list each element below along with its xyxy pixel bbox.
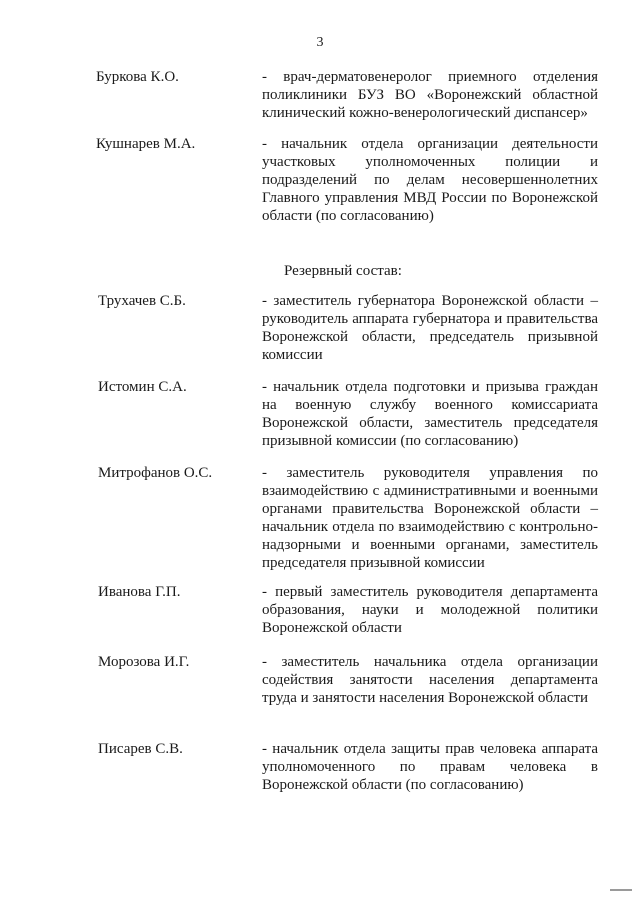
member-position: - первый заместитель руководителя департамента образования, науки и молодежной политики Воронежской области	[262, 584, 598, 636]
member-position: - врач-дерматовенеролог приемного отделения поликлиники БУЗ ВО «Воронежский областной клинический кожно-венерологический диспансер»	[262, 69, 598, 121]
member-name: Писарев С.В.	[98, 741, 183, 757]
member-name: Буркова К.О.	[96, 69, 179, 85]
scan-edge-mark	[610, 889, 632, 891]
member-name: Кушнарев М.А.	[96, 136, 196, 152]
member-position: - начальник отдела подготовки и призыва граждан на военную службу военного комиссариата Воронежской области, заместитель председателя призывной комиссии (по согласованию)	[262, 379, 598, 449]
member-position: - заместитель губернатора Воронежской области – руководитель аппарата губернатора и правительства Воронежской области, председатель призывной комиссии	[262, 293, 598, 363]
member-name: Митрофанов О.С.	[98, 465, 213, 481]
member-position: - заместитель руководителя управления по взаимодействию с административными и военными органами правительства Воронежской области – начальник отдела по взаимодействию с контрольно-надзорными и военными органами, заместитель председателя призывной комиссии	[262, 465, 598, 571]
member-name: Морозова И.Г.	[98, 654, 190, 670]
member-name: Иванова Г.П.	[98, 584, 181, 600]
member-position: - заместитель начальника отдела организации содействия занятости населения департамента труда и занятости населения Воронежской области	[262, 654, 598, 706]
member-name: Трухачев С.Б.	[98, 293, 186, 309]
reserve-heading: Резервный состав:	[284, 263, 402, 279]
member-position: - начальник отдела защиты прав человека аппарата уполномоченного по правам человека в Воронежской области (по согласованию)	[262, 741, 598, 793]
member-position: - начальник отдела организации деятельности участковых уполномоченных полиции и подразделений по делам несовершеннолетних Главного управления МВД России по Воронежской области (по согласованию)	[262, 136, 598, 224]
member-name: Истомин С.А.	[98, 379, 187, 395]
page-number: 3	[316, 35, 324, 50]
